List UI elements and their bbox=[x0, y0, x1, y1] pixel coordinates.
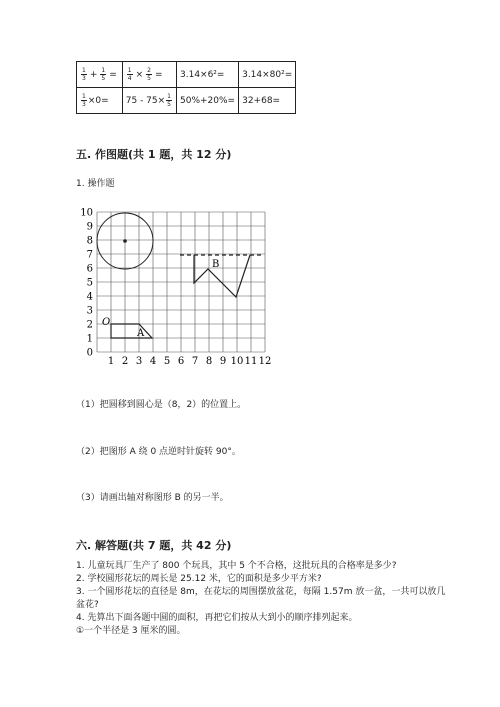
y-axis-labels bbox=[80, 208, 93, 359]
question-heading: 1. 操作题 bbox=[76, 179, 115, 189]
section-5-title: 五. 作图题(共 1 题，共 12 分) bbox=[76, 148, 232, 161]
grid-lines bbox=[97, 212, 265, 352]
x-tick-label: 5 bbox=[163, 356, 171, 365]
fraction: $\frac{1}{5}$ bbox=[167, 93, 171, 108]
section-6-title: 六. 解答题(共 7 题，共 42 分) bbox=[76, 539, 232, 552]
origin-label: O bbox=[102, 317, 111, 328]
table-cell: 3.14×6²= bbox=[177, 62, 239, 88]
circle-center-dot bbox=[123, 239, 127, 243]
x-tick-label: 12 bbox=[258, 356, 272, 365]
y-tick-label: 2 bbox=[86, 319, 93, 331]
fraction: $\frac{2}{5}$ bbox=[147, 67, 151, 82]
problem-2: 2. 学校圆形花坛的周长是 25.12 米，它的面积是多少平方米? bbox=[76, 574, 322, 584]
problem-5: ①一个半径是 3 厘米的圆。 bbox=[76, 626, 186, 636]
y-tick-label: 1 bbox=[86, 333, 93, 345]
fraction: $\frac{1}{3}$ bbox=[82, 67, 86, 82]
x-tick-label: 4 bbox=[149, 356, 157, 365]
problem-list bbox=[76, 560, 446, 638]
fraction: $\frac{1}{4}$ bbox=[127, 67, 132, 82]
shape-b-label: B bbox=[212, 259, 220, 270]
x-tick-label: 7 bbox=[191, 356, 199, 365]
table-cell: 3.14×80²= bbox=[239, 62, 296, 88]
y-tick-label: 8 bbox=[86, 235, 93, 247]
table-cell: $\frac{1}{3}$ + $\frac{1}{5}$ = bbox=[77, 62, 123, 88]
shape-a-label: A bbox=[137, 328, 145, 339]
shape-a bbox=[111, 324, 152, 338]
y-tick-label: 10 bbox=[80, 207, 93, 219]
coordinate-grid bbox=[80, 205, 280, 365]
question-3: （3）请画出轴对称图形 B 的另一半。 bbox=[76, 493, 229, 503]
x-tick-label: 9 bbox=[219, 356, 227, 365]
x-tick-label: 8 bbox=[205, 356, 213, 365]
problem-3: 3. 一个圆形花坛的直径是 8m，在花坛的周围摆放盆花，每隔 1.57m 放一盆，一共可以放几盆花? bbox=[76, 587, 446, 610]
y-tick-label: 0 bbox=[86, 347, 93, 359]
table-cell: 50%+20%= bbox=[177, 88, 239, 114]
x-tick-label: 11 bbox=[244, 356, 258, 365]
calculation-table bbox=[76, 61, 296, 114]
y-tick-label: 7 bbox=[86, 249, 93, 261]
problem-4: 4. 先算出下面各题中圆的面积，再把它们按从大到小的顺序排列起来。 bbox=[76, 613, 358, 623]
x-tick-label: 1 bbox=[107, 356, 115, 365]
y-tick-label: 4 bbox=[86, 291, 93, 303]
table-cell: $\frac{1}{3}$ ×0= bbox=[77, 88, 123, 114]
table-row bbox=[77, 62, 296, 88]
y-tick-label: 5 bbox=[86, 277, 93, 289]
y-tick-label: 9 bbox=[86, 221, 93, 233]
table-row bbox=[77, 88, 296, 114]
x-tick-label: 2 bbox=[121, 356, 129, 365]
x-tick-label: 3 bbox=[135, 356, 143, 365]
fraction: $\frac{1}{5}$ bbox=[101, 67, 106, 82]
fraction: $\frac{1}{3}$ bbox=[82, 93, 86, 108]
x-axis-labels bbox=[108, 356, 272, 365]
table-cell: 32+68= bbox=[239, 88, 296, 114]
table-cell: 75 - 75× $\frac{1}{5}$ bbox=[122, 88, 176, 114]
shape-b bbox=[194, 255, 250, 297]
x-tick-label: 10 bbox=[230, 356, 244, 365]
problem-1: 1. 儿童玩具厂生产了 800 个玩具，其中 5 个不合格，这批玩具的合格率是多少? bbox=[76, 561, 397, 571]
table-cell: $\frac{1}{4}$ × $\frac{2}{5}$ = bbox=[122, 62, 176, 88]
question-2: （2）把图形 A 绕 0 点逆时针旋转 90°。 bbox=[76, 447, 241, 457]
question-1: （1）把圆移到圆心是（8，2）的位置上。 bbox=[76, 400, 247, 410]
x-tick-label: 6 bbox=[177, 356, 185, 365]
y-tick-label: 3 bbox=[86, 305, 93, 317]
y-tick-label: 6 bbox=[86, 263, 93, 275]
